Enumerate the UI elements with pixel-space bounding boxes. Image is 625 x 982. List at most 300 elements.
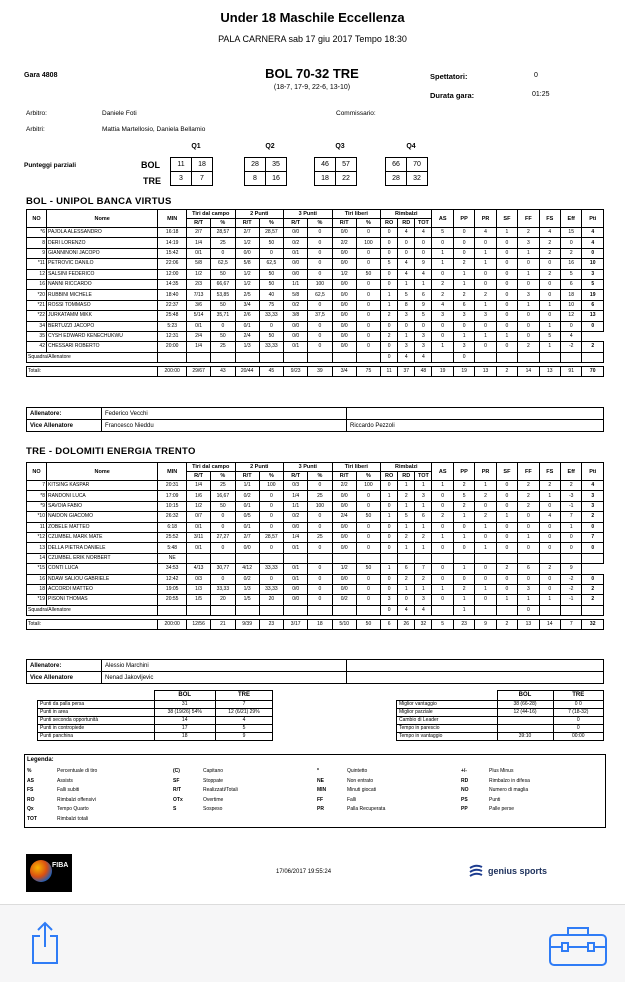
stats-label: Punti in contropiede <box>38 725 155 733</box>
player-name: DELLA PIETRA DANIELE <box>46 543 157 553</box>
stat-cell: 3 <box>432 311 453 321</box>
stat-cell: 1 <box>475 259 496 269</box>
bol-partial-score: 18 <box>192 158 213 172</box>
stat-cell: 0 <box>381 574 398 584</box>
stat-cell: 0 <box>259 248 283 258</box>
stat-cell: 0 <box>308 564 332 574</box>
stat-cell: 0 <box>496 532 517 542</box>
stat-cell: 10 <box>582 259 604 269</box>
stat-cell: 1 <box>381 290 398 300</box>
stat-cell: 1 <box>539 342 560 352</box>
stat-cell: 2/7 <box>235 228 259 238</box>
col-reb: Rimbalzi <box>381 463 432 472</box>
referee-label: Arbitro: <box>26 110 47 117</box>
stat-cell: 1 <box>398 279 415 289</box>
player-name: PETROVIC DANILO <box>46 259 157 269</box>
stat-cell: 5 <box>582 279 604 289</box>
player-name: CZUMBEL ERIK NORBERT <box>46 553 157 563</box>
stat-cell: 2 <box>398 532 415 542</box>
stat-cell: 2 <box>539 481 560 491</box>
tre-partial-score: 8 <box>245 172 266 186</box>
stat-cell: 2 <box>582 512 604 522</box>
legend-abbr: +/- <box>461 768 467 774</box>
player-number: *22 <box>27 311 47 321</box>
stats-label: Cambio di Leader <box>397 717 498 725</box>
stat-cell: 0/0 <box>284 321 308 331</box>
stat-cell <box>235 352 259 362</box>
stat-cell: 50 <box>259 279 283 289</box>
legend-desc: Tempo Quarto <box>57 806 89 812</box>
stat-cell: 0 <box>308 321 332 331</box>
stat-cell: 2/2 <box>332 481 356 491</box>
col-no: NO <box>27 210 47 228</box>
stat-cell: 1/1 <box>235 481 259 491</box>
stat-cell: 0 <box>475 342 496 352</box>
stat-cell: 0 <box>518 574 539 584</box>
stat-cell: 0/0 <box>332 532 356 542</box>
stat-cell: 0/1 <box>186 248 210 258</box>
stat-cell: 25 <box>211 481 235 491</box>
stat-cell: 0 <box>381 352 398 362</box>
stat-cell <box>259 605 283 615</box>
stat-cell: 16 <box>561 259 582 269</box>
stat-cell: 0/0 <box>332 491 356 501</box>
col-ff: FF <box>518 463 539 481</box>
stat-cell: 12:00 <box>158 269 187 279</box>
stat-cell: 1 <box>496 512 517 522</box>
fiba-globe-icon <box>30 860 52 882</box>
stat-cell: 0 <box>496 238 517 248</box>
stat-cell: 2 <box>582 584 604 594</box>
stat-cell: 6 <box>561 279 582 289</box>
stat-cell: 1 <box>381 300 398 310</box>
col-pti: Pti <box>582 463 604 481</box>
stat-cell <box>582 553 604 563</box>
stat-cell: 0 <box>211 248 235 258</box>
stat-cell: 6:18 <box>158 522 187 532</box>
col-ff: FF <box>518 210 539 228</box>
stat-cell: 0 <box>356 574 380 584</box>
stat-cell: 3 <box>453 342 474 352</box>
stat-cell: 0 <box>211 522 235 532</box>
stat-cell: 37,5 <box>308 311 332 321</box>
stat-cell <box>539 553 560 563</box>
bottom-toolbar <box>0 904 625 982</box>
legend-desc: Plus Minus <box>489 768 514 774</box>
stat-cell: 7 <box>561 512 582 522</box>
stat-cell: 0/0 <box>284 228 308 238</box>
stat-cell: 1/2 <box>235 279 259 289</box>
stat-cell: 4 <box>582 238 604 248</box>
team-row-label: Squadra/Allenatore <box>27 605 158 615</box>
total-cell: 13 <box>518 620 539 630</box>
stat-cell: 0 <box>539 501 560 511</box>
stat-cell: 0 <box>496 522 517 532</box>
stat-cell: 0 <box>539 574 560 584</box>
quarter-box <box>314 157 357 186</box>
team-bol-title: BOL - UNIPOL BANCA VIRTUS <box>26 196 172 207</box>
stat-cell: 0 <box>582 248 604 258</box>
quarter-box <box>244 157 287 186</box>
stat-cell: 5 <box>432 228 453 238</box>
stat-cell: 15:42 <box>158 248 187 258</box>
stat-cell: 0 <box>259 512 283 522</box>
stat-cell: 2 <box>432 512 453 522</box>
stat-cell: 0 <box>496 574 517 584</box>
stat-cell: 4 <box>475 228 496 238</box>
player-number: *11 <box>27 259 47 269</box>
stat-cell: 0 <box>381 584 398 594</box>
legend-desc: Rimbalzi totali <box>57 815 89 822</box>
legend-desc: Realizzati/Totali <box>203 787 238 793</box>
total-cell: 2 <box>496 620 517 630</box>
stat-cell: 10:15 <box>158 501 187 511</box>
col-2pt: 2 Punti <box>235 210 284 219</box>
stats-row <box>397 701 604 709</box>
stat-cell: 2 <box>432 279 453 289</box>
stat-cell: 1 <box>475 543 496 553</box>
stat-cell: 4 <box>398 605 415 615</box>
player-row <box>27 512 604 522</box>
stat-cell: 0 <box>259 501 283 511</box>
stat-cell: 1 <box>518 532 539 542</box>
stat-cell: 0 <box>496 342 517 352</box>
stat-cell: 1 <box>415 279 432 289</box>
stat-cell: 0 <box>259 522 283 532</box>
referees-label: Arbitri: <box>26 126 45 133</box>
player-number: 11 <box>27 522 47 532</box>
stat-cell: 3 <box>398 342 415 352</box>
stat-cell: 0 <box>496 321 517 331</box>
stat-cell: 16:18 <box>158 228 187 238</box>
stat-cell: 50 <box>259 331 283 341</box>
totals-row <box>27 367 604 377</box>
player-number: 7 <box>27 481 47 491</box>
game-stats-left <box>37 690 273 741</box>
stat-cell: 25 <box>308 532 332 542</box>
total-cell: 13 <box>539 367 560 377</box>
total-cell: 20/44 <box>235 367 259 377</box>
stat-cell: 1/3 <box>186 584 210 594</box>
stat-cell: 0 <box>496 279 517 289</box>
stat-cell: 12:31 <box>158 331 187 341</box>
toolbox-button[interactable] <box>548 925 608 967</box>
player-name: DERI LORENZO <box>46 238 157 248</box>
stat-cell: 1 <box>453 269 474 279</box>
quarter-scores: (18-7, 17-9, 22-6, 13-10) <box>273 84 351 91</box>
final-score: BOL 70-32 TRE <box>265 66 359 81</box>
stat-cell: 0 <box>475 532 496 542</box>
stats-blank-header <box>397 691 498 701</box>
legend-desc: Capitano <box>203 768 224 774</box>
col-sf: SF <box>496 210 517 228</box>
stat-cell: 0 <box>398 321 415 331</box>
stat-cell: 30,77 <box>211 564 235 574</box>
stat-cell: 1 <box>475 248 496 258</box>
stat-cell: 0/0 <box>284 522 308 532</box>
stat-cell: 0 <box>496 300 517 310</box>
stat-cell: 20 <box>211 595 235 605</box>
stat-cell: 1 <box>539 491 560 501</box>
total-cell: 29/67 <box>186 367 210 377</box>
total-cell: 18 <box>308 620 332 630</box>
stat-cell: 0 <box>496 584 517 594</box>
stat-cell: 0 <box>561 543 582 553</box>
total-cell: 45 <box>259 367 283 377</box>
stats-col-tre: TRE <box>553 691 603 701</box>
total-cell: 50 <box>356 620 380 630</box>
player-number: 13 <box>27 543 47 553</box>
stat-cell: 2 <box>432 290 453 300</box>
stat-cell: 2/6 <box>235 311 259 321</box>
stat-cell: 0 <box>398 595 415 605</box>
col-pct: % <box>308 472 332 481</box>
player-number: 18 <box>27 584 47 594</box>
col-pr: PR <box>475 463 496 481</box>
player-row <box>27 532 604 542</box>
legend-desc: Stoppate <box>203 777 224 784</box>
stat-cell: 1 <box>475 522 496 532</box>
stat-cell: 1 <box>415 522 432 532</box>
stats-bol-value <box>497 717 553 725</box>
stat-cell: 12:42 <box>158 574 187 584</box>
player-number: *8 <box>27 491 47 501</box>
stat-cell: 0 <box>356 228 380 238</box>
legend-desc: Minuti giocati <box>347 787 377 793</box>
stats-tre-value: 0 <box>553 717 603 725</box>
col-min: MIN <box>158 463 187 481</box>
stat-cell <box>582 605 604 615</box>
col-pp: PP <box>453 463 474 481</box>
stat-cell: 0 <box>432 543 453 553</box>
legend-desc: Rimbalzi offensivi <box>57 796 96 803</box>
stat-cell: 25 <box>211 342 235 352</box>
stat-cell: 7 <box>415 564 432 574</box>
stat-cell <box>211 553 235 563</box>
stat-cell: 2/4 <box>235 331 259 341</box>
stat-cell: 6 <box>518 564 539 574</box>
stat-cell: 1/2 <box>235 269 259 279</box>
legend-abbr: MIN <box>317 787 327 793</box>
stats-row <box>38 709 273 717</box>
col-rt: R/T <box>332 219 356 228</box>
stat-cell <box>432 352 453 362</box>
stat-cell: 3 <box>518 238 539 248</box>
player-name: RANDONI LUCA <box>46 491 157 501</box>
stat-cell: 33,33 <box>259 564 283 574</box>
stats-bol-value: 17 <box>154 725 215 733</box>
stat-cell: 1 <box>496 228 517 238</box>
player-row <box>27 501 604 511</box>
player-name: NDAW SALIOU GABRIELE <box>46 574 157 584</box>
stat-cell: 1 <box>398 501 415 511</box>
stat-cell: 0 <box>381 238 398 248</box>
stat-cell: 100 <box>356 481 380 491</box>
stats-col-tre: TRE <box>215 691 272 701</box>
stat-cell: 0 <box>259 491 283 501</box>
stat-cell: 0 <box>496 290 517 300</box>
stat-cell: 0 <box>582 543 604 553</box>
legend-title: Legenda: <box>27 757 54 763</box>
player-row <box>27 269 604 279</box>
col-rt: R/T <box>284 472 308 481</box>
coach-label: Allenatore: <box>27 660 102 672</box>
stat-cell: 62,5 <box>259 259 283 269</box>
player-name: CZUMBEL MARK MATE <box>46 532 157 542</box>
stat-cell: 75 <box>259 300 283 310</box>
stat-cell: 0 <box>518 331 539 341</box>
toolbox-icon <box>548 925 608 967</box>
legend-abbr: R/T <box>173 787 182 793</box>
col-pti: Pti <box>582 210 604 228</box>
quarter-header: Q3 <box>335 143 345 150</box>
stat-cell: 3 <box>453 311 474 321</box>
coach-extra <box>347 660 604 672</box>
legend-desc: Numero di maglia <box>489 787 529 793</box>
player-number: 14 <box>27 553 47 563</box>
tre-partial-score: 22 <box>336 172 357 186</box>
col-sf: SF <box>496 463 517 481</box>
stat-cell: 1/4 <box>186 238 210 248</box>
stat-cell: 1/4 <box>186 342 210 352</box>
total-cell: 11 <box>381 367 398 377</box>
player-row <box>27 321 604 331</box>
stat-cell: 0 <box>518 605 539 615</box>
stat-cell: 1 <box>432 342 453 352</box>
share-button[interactable] <box>30 919 60 965</box>
stat-cell: 0 <box>356 311 380 321</box>
col-min: MIN <box>158 210 187 228</box>
stat-cell: 0 <box>453 248 474 258</box>
player-name: SAVOIA FABIO <box>46 501 157 511</box>
stat-cell <box>332 553 356 563</box>
stat-cell: 0 <box>561 238 582 248</box>
stat-cell: 0/0 <box>284 584 308 594</box>
col-eff: Eff <box>561 463 582 481</box>
stat-cell: 22:37 <box>158 300 187 310</box>
stat-cell: 0/0 <box>235 248 259 258</box>
stat-cell <box>284 553 308 563</box>
stat-cell <box>211 352 235 362</box>
stats-bol-value: 12 (44-16) <box>497 709 553 717</box>
stat-cell: 0/0 <box>332 290 356 300</box>
stat-cell: 0 <box>475 238 496 248</box>
stat-cell <box>186 605 210 615</box>
stat-cell: 2/7 <box>186 228 210 238</box>
share-icon <box>30 919 60 965</box>
legend-abbr: AS <box>27 777 34 784</box>
stat-cell: 0 <box>432 491 453 501</box>
player-name: CHESSARI ROBERTO <box>46 342 157 352</box>
stat-cell: 1 <box>475 584 496 594</box>
stat-cell: 5 <box>539 331 560 341</box>
legend-desc: Rimbalzo in difesa <box>489 777 530 784</box>
genius-sports-icon <box>468 864 484 878</box>
player-row <box>27 311 604 321</box>
stat-cell: 50 <box>356 269 380 279</box>
stat-cell <box>561 605 582 615</box>
player-row <box>27 553 604 563</box>
stats-tre-value: 4 <box>215 717 272 725</box>
legend-desc: Palla Recuperata <box>347 806 386 812</box>
stat-cell: 0 <box>475 321 496 331</box>
stat-cell: 2 <box>518 342 539 352</box>
stat-cell: 1 <box>398 331 415 341</box>
stat-cell: 2 <box>539 269 560 279</box>
stat-cell: -2 <box>561 342 582 352</box>
stat-cell: 4 <box>582 228 604 238</box>
stat-cell: 0 <box>453 522 474 532</box>
stat-cell: 5/8 <box>186 259 210 269</box>
stat-cell: 0 <box>356 331 380 341</box>
stat-cell: 0 <box>432 595 453 605</box>
coach-label: Allenatore: <box>27 408 102 420</box>
stat-cell: 1 <box>381 564 398 574</box>
stat-cell: 0 <box>381 342 398 352</box>
player-name: GIANNINONI JACOPO <box>46 248 157 258</box>
col-rt: R/T <box>332 472 356 481</box>
stat-cell: 3 <box>381 595 398 605</box>
legend-desc: Falli subiti <box>57 787 80 793</box>
stat-cell: 50 <box>259 238 283 248</box>
stat-cell: 2 <box>518 228 539 238</box>
stat-cell: 0 <box>415 321 432 331</box>
stat-cell: 1 <box>415 481 432 491</box>
stat-cell: 0 <box>381 279 398 289</box>
legend-desc: Assists <box>57 777 73 784</box>
stat-cell: 5/14 <box>186 311 210 321</box>
stat-cell: 0 <box>496 491 517 501</box>
stat-cell: 2 <box>518 491 539 501</box>
stat-cell: 1 <box>496 331 517 341</box>
stat-cell: 2 <box>582 342 604 352</box>
player-row <box>27 228 604 238</box>
player-number: *6 <box>27 228 47 238</box>
team-tre-title: TRE - DOLOMITI ENERGIA TRENTO <box>26 446 196 457</box>
col-rd: RD <box>398 472 415 481</box>
stat-cell <box>284 605 308 615</box>
stat-cell: 5 <box>398 290 415 300</box>
fiba-wordmark: FIBA <box>52 862 69 869</box>
col-2pt: 2 Punti <box>235 463 284 472</box>
stat-cell: 3/4 <box>235 300 259 310</box>
stat-cell: 20:00 <box>158 342 187 352</box>
vice-coach-name: Francesco Nieddu <box>102 420 347 432</box>
stat-cell: 1 <box>518 248 539 258</box>
legend-abbr: RD <box>461 777 469 784</box>
stat-cell: 6 <box>415 512 432 522</box>
stat-cell: 0 <box>308 522 332 532</box>
total-cell: 48 <box>415 367 432 377</box>
stat-cell: 40 <box>259 290 283 300</box>
stat-cell: 0/0 <box>332 259 356 269</box>
stat-cell: 0 <box>356 595 380 605</box>
stat-cell: 0 <box>308 300 332 310</box>
stat-cell: 1 <box>415 501 432 511</box>
total-cell: 9 <box>475 620 496 630</box>
stat-cell: 50 <box>211 300 235 310</box>
stat-cell: 0 <box>496 543 517 553</box>
tre-partial-score: 18 <box>315 172 336 186</box>
stat-cell: 0/0 <box>332 574 356 584</box>
stats-tre-value: 0 0 <box>553 701 603 709</box>
stat-cell: 4 <box>398 352 415 362</box>
stat-cell: 0 <box>496 481 517 491</box>
stat-cell: 0/0 <box>332 331 356 341</box>
referee-name: Daniele Foti <box>102 110 137 117</box>
stats-label: Punti seconda opportunità <box>38 717 155 725</box>
stat-cell: 3/6 <box>186 300 210 310</box>
